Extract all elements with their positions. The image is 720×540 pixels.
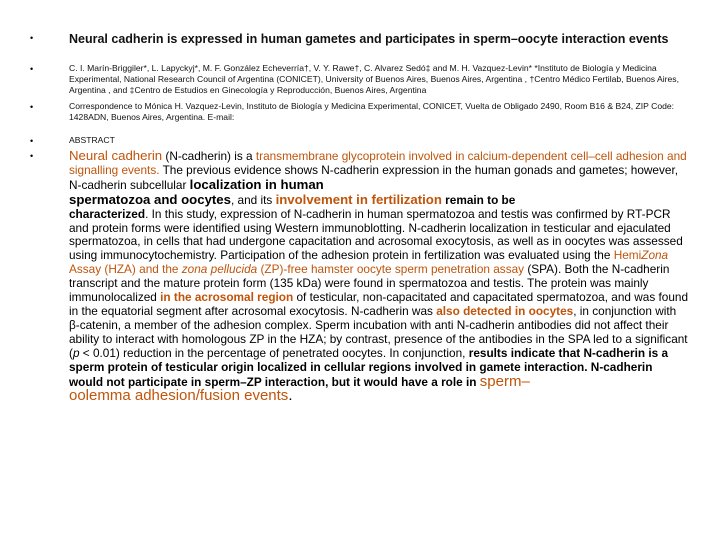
abstract-segment: remain to be xyxy=(441,192,516,207)
abstract-segment: (N-cadherin) is a xyxy=(162,149,256,163)
abstract-segment: (SPA). Both the N-cadherin transcript and the mature protein form (135 kDa) were found in spermatozoa and testis. The protein was mainly immunolocalized xyxy=(69,262,670,305)
abstract-segment: results indicate that N-cadherin is a sperm protein of testicular origin localized in cellular regions involved in gamete interaction. N-cadherin xyxy=(69,345,669,374)
abstract-segment: , and its xyxy=(230,192,276,207)
abstract-segment: in the acrosomal region xyxy=(160,290,294,305)
abstract-segment: , in conjunction with β-catenin, a member of the adhesion complex. Sperm incubation with anti N-cadherin antibodies did not affect their ability to interact with homologous ZP in the HZA; by contrast, presence of the antibodies in the SPA led to a significant ( xyxy=(69,303,688,360)
abstract-segment: oolemma adhesion/fusion events xyxy=(69,387,289,405)
abstract-segment: (ZP)-free hamster oocyte sperm penetration assay xyxy=(257,262,525,277)
bullet: • xyxy=(30,151,34,161)
abstract-segment: spermatozoa and oocytes xyxy=(69,191,231,207)
bullet: • xyxy=(30,64,34,74)
abstract-segment: sperm– xyxy=(479,372,530,390)
correspondence-text: Correspondence to Mónica H. Vazquez-Levin, Instituto de Biología y Medicina Experimental, CONICET, Vuelta de Obligado 2490, Room B16 & B24, ZIP Code: 1428ADN, Buenos Aires, Argentina. E-mail: xyxy=(69,101,675,122)
bullet: • xyxy=(30,102,34,112)
abstract-segment: of testicular, non-capacitated and capacitated spermatozoa, and was found in the equatorial segment after acrosomal exocytosis. N-cadherin was xyxy=(69,290,689,318)
abstract-segment: involvement in fertilization xyxy=(275,191,442,207)
abstract-segment: localization in human xyxy=(189,176,324,192)
abstract-label: ABSTRACT xyxy=(69,135,115,145)
paper-title: Neural cadherin is expressed in human gametes and participates in sperm–oocyte interaction events xyxy=(69,32,669,46)
bullet: • xyxy=(30,33,34,43)
abstract-segment: would not participate in sperm–ZP interaction, but it would have a role in xyxy=(69,374,480,389)
abstract-segment: Zona xyxy=(641,248,669,263)
abstract-segment: zona pellucida xyxy=(181,262,258,277)
abstract-segment: also detected in oocytes xyxy=(436,303,574,318)
author-list: C. I. Marín-Briggiler*, L. Lapyckyj*, M. F. González Echeverría†, V. Y. Rawe†, C. Alvarez Sedó‡ and M. H. Vazquez-Levin* *Instituto de Biología y Medicina Experimental, National Research Council of Argentina (CONICET), University of Buenos Aires, Buenos Aires, Argentina , †Centro Médico Fertilab, Buenos Aires, Argentina , and ‡Centro de Estudios en Ginecología y Reproducción, Buenos Aires, Argentina xyxy=(69,63,679,95)
abstract-segment: transmembrane glycoprotein involved in calcium-dependent cell–cell adhesion and signalling events. xyxy=(69,149,687,177)
abstract-segment: Neural cadherin xyxy=(69,148,163,163)
abstract-segment: p xyxy=(72,345,80,360)
abstract-body xyxy=(69,149,690,404)
abstract-segment: characterized xyxy=(69,206,146,221)
bullet: • xyxy=(30,136,34,146)
abstract-segment: Hemi xyxy=(613,248,642,263)
abstract-segment: The previous evidence shows N-cadherin expression in the human gonads and gametes; however, N-cadherin subcellular xyxy=(69,162,678,192)
abstract-segment: Assay (HZA) and the xyxy=(69,262,182,277)
abstract-segment: < 0.01) reduction in the percentage of penetrated oocytes. In conjunction, xyxy=(79,345,469,360)
abstract-segment: . xyxy=(288,387,293,405)
abstract-segment: . In this study, expression of N-cadherin in human spermatozoa and testis was confirmed by RT-PCR and protein forms were identified using Western immunoblotting. N-cadherin localization in testicular and ejaculated spermatozoa, in cells that had undergone capacitation and acrosomal exocytosis, as well as in oocytes was assessed using immunocytochemistry. Participation of the adhesion protein in fertilization was evaluated using the xyxy=(69,206,683,263)
